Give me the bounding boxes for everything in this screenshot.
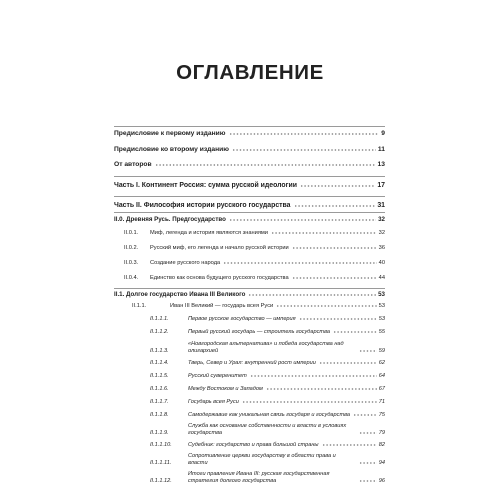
page-number: 71 xyxy=(378,399,385,405)
page-number: 11 xyxy=(377,146,385,153)
toc-entry[interactable] xyxy=(114,290,385,299)
divider xyxy=(114,288,385,289)
page-number: 9 xyxy=(381,130,385,137)
entry-number: II.1.1.2. xyxy=(150,329,169,335)
entry-title: Первый русский государь — строитель государства xyxy=(188,329,330,335)
toc-entry[interactable] xyxy=(114,301,385,310)
entry-number: II.0.2. xyxy=(124,245,139,251)
entry-title: Единство как основа будущего русского государства xyxy=(150,275,289,281)
dot-leader xyxy=(294,201,376,208)
page-number: 53 xyxy=(378,303,385,309)
dot-leader xyxy=(292,273,377,280)
page-number: 55 xyxy=(378,329,385,335)
dot-leader xyxy=(359,346,377,353)
entry-title: Служба как основание собственности и власти в условиях государства xyxy=(188,423,347,436)
page-number: 75 xyxy=(378,412,385,418)
toc-entry[interactable] xyxy=(114,314,385,323)
dot-leader xyxy=(300,181,375,188)
page-number: 62 xyxy=(378,360,385,366)
entry-title: Русский суверенитет xyxy=(188,373,247,379)
page-number: 44 xyxy=(378,275,385,281)
dot-leader xyxy=(299,314,377,321)
entry-title: Между Востоком и Западом xyxy=(188,386,263,392)
entry-number: II.1.1.5. xyxy=(150,373,169,379)
toc-entry[interactable] xyxy=(114,160,385,169)
toc-entry[interactable] xyxy=(114,243,385,252)
divider xyxy=(114,176,385,177)
toc-entry[interactable] xyxy=(114,358,385,367)
toc-entry[interactable] xyxy=(114,327,385,336)
dot-leader xyxy=(276,301,376,308)
entry-number: II.0.1. xyxy=(124,230,139,236)
page-number: 53 xyxy=(378,291,385,298)
entry-number: II.1.1. xyxy=(132,303,147,309)
dot-leader xyxy=(248,290,376,297)
entry-title: Самодержавие как уникальная связь государя и государства xyxy=(188,412,351,418)
entry-title: «Новгородская альтернатива» и победа государства над олигархией xyxy=(188,341,344,354)
page-number: 96 xyxy=(378,478,385,484)
page-number: 64 xyxy=(378,373,385,379)
entry-title: Иван III Великий — государь всея Руси xyxy=(170,303,274,309)
page-number: 59 xyxy=(378,348,385,354)
toc-entry[interactable] xyxy=(114,258,385,267)
entry-number: II.1.1.4. xyxy=(150,360,169,366)
table-of-contents xyxy=(114,126,385,485)
entry-number: II.1.1.6. xyxy=(150,386,169,392)
dot-leader xyxy=(155,160,376,167)
page-number: 94 xyxy=(378,460,385,466)
toc-entry[interactable] xyxy=(114,371,385,380)
dot-leader xyxy=(319,358,377,365)
page-number: 17 xyxy=(377,182,385,189)
divider xyxy=(114,126,385,127)
dot-leader xyxy=(229,129,380,136)
toc-entry[interactable] xyxy=(114,384,385,393)
entry-title: II.0. Древняя Русь. Предгосударство xyxy=(114,216,226,223)
toc-entry[interactable] xyxy=(114,273,385,282)
entry-number: II.1.1.11. xyxy=(150,460,172,466)
page-number: 79 xyxy=(378,430,385,436)
entry-title: II.1. Долгое государство Ивана III Великого xyxy=(114,291,246,298)
toc-entry[interactable] xyxy=(114,228,385,237)
entry-number: II.1.1.3. xyxy=(150,348,169,354)
page-number: 40 xyxy=(378,260,385,266)
dot-leader xyxy=(359,458,377,465)
toc-entry[interactable] xyxy=(114,397,385,406)
toc-entry[interactable] xyxy=(114,215,385,224)
page-number: 36 xyxy=(378,245,385,251)
page-number: 31 xyxy=(377,202,385,209)
divider xyxy=(114,212,385,213)
entry-title: Создание русского народа xyxy=(150,260,221,266)
toc-entry[interactable] xyxy=(114,453,385,467)
entry-title: Сопротивление церкви государству в области права и власти xyxy=(188,453,336,466)
entry-title: Тверь, Север и Урал: внутренний рост империи xyxy=(188,360,316,366)
toc-entry[interactable] xyxy=(114,471,385,485)
dot-leader xyxy=(223,258,376,265)
entry-title: Первое русское государство — империя xyxy=(188,316,296,322)
entry-number: II.1.1.9. xyxy=(150,430,169,436)
entry-number: II.1.1.1. xyxy=(150,316,169,322)
entry-title: Предисловие к первому изданию xyxy=(114,130,226,137)
dot-leader xyxy=(359,428,377,435)
entry-number: II.1.1.7. xyxy=(150,399,169,405)
entry-title: Часть II. Философия истории русского государства xyxy=(114,202,291,209)
dot-leader xyxy=(359,476,377,483)
dot-leader xyxy=(271,228,377,235)
entry-title: Предисловие ко второму изданию xyxy=(114,146,230,153)
dot-leader xyxy=(232,145,376,152)
toc-entry[interactable] xyxy=(114,129,385,138)
toc-entry[interactable] xyxy=(114,181,385,190)
page-number: 82 xyxy=(378,442,385,448)
page-title: ОГЛАВЛЕНИЕ xyxy=(176,61,324,84)
entry-number: II.0.4. xyxy=(124,275,139,281)
toc-entry[interactable] xyxy=(114,341,385,355)
page-number: 13 xyxy=(377,161,385,168)
entry-number: II.1.1.8. xyxy=(150,412,169,418)
entry-title: Миф, легенда и история являются знаниями xyxy=(150,230,268,236)
entry-number: II.1.1.10. xyxy=(150,442,172,448)
entry-title: Государь всея Руси xyxy=(188,399,239,405)
dot-leader xyxy=(229,215,376,222)
page-number: 32 xyxy=(378,230,385,236)
dot-leader xyxy=(242,397,377,404)
dot-leader xyxy=(353,410,377,417)
dot-leader xyxy=(266,384,377,391)
dot-leader xyxy=(292,243,377,250)
entry-number: II.1.1.12. xyxy=(150,478,172,484)
toc-entry[interactable] xyxy=(114,423,385,437)
entry-title: Итоги правления Ивана III: русская государственная стратегия долгого государства xyxy=(188,471,330,484)
dot-leader xyxy=(250,371,377,378)
dot-leader xyxy=(322,440,377,447)
toc-entry[interactable] xyxy=(114,440,385,449)
dot-leader xyxy=(333,327,377,334)
entry-number: II.0.3. xyxy=(124,260,139,266)
entry-title: От авторов xyxy=(114,161,152,168)
entry-title: Русский миф, его легенда и начало русской истории xyxy=(150,245,289,251)
page-number: 53 xyxy=(378,316,385,322)
toc-entry[interactable] xyxy=(114,201,385,210)
toc-entry[interactable] xyxy=(114,410,385,419)
page-number: 67 xyxy=(378,386,385,392)
toc-entry[interactable] xyxy=(114,145,385,154)
entry-title: Часть I. Континент Россия: сумма русской идеологии xyxy=(114,182,297,189)
divider xyxy=(114,196,385,197)
page-number: 32 xyxy=(378,216,385,223)
entry-title: Судебник: государство и права большой страны xyxy=(188,442,319,448)
